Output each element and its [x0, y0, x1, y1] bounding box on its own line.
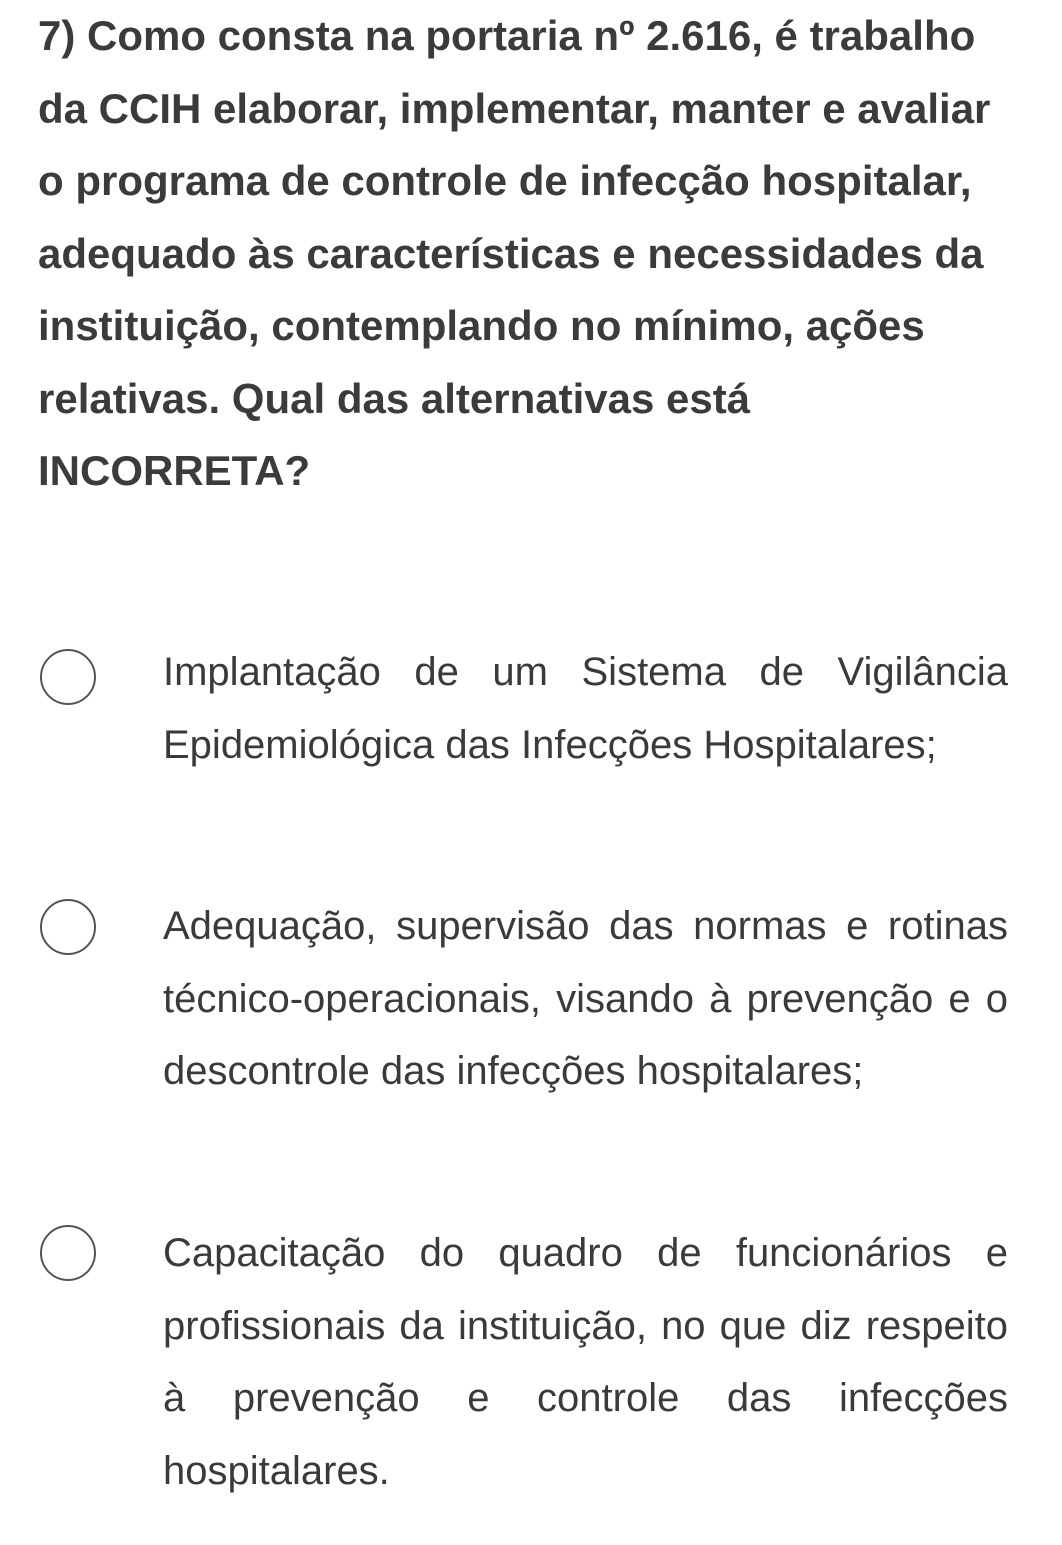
question-text: 7) Como consta na portaria nº 2.616, é trabalho da CCIH elaborar, implementar, manter e avaliar o programa de controle de infecção hospitalar, adequado às características e necessidades da instituição, contemplando no mínimo, ações relativas. Qual das alternativas está INCORRETA? [38, 12, 991, 494]
option-label-b: Adequação, supervisão das normas e rotinas técnico-operacionais, visando à prevenção e o descontrole das infecções hospitalares; [163, 904, 1008, 1093]
radio-button-c[interactable] [40, 1225, 96, 1281]
radio-button-b[interactable] [40, 899, 96, 955]
radio-button-a[interactable] [40, 649, 96, 705]
option-label-c: Capacitação do quadro de funcionários e profissionais da instituição, no que diz respeito à prevenção e controle das infecções hospitalares. [163, 1231, 1008, 1493]
option-label-a: Implantação de um Sistema de Vigilância Epidemiológica das Infecções Hospitalares; [163, 650, 1008, 767]
